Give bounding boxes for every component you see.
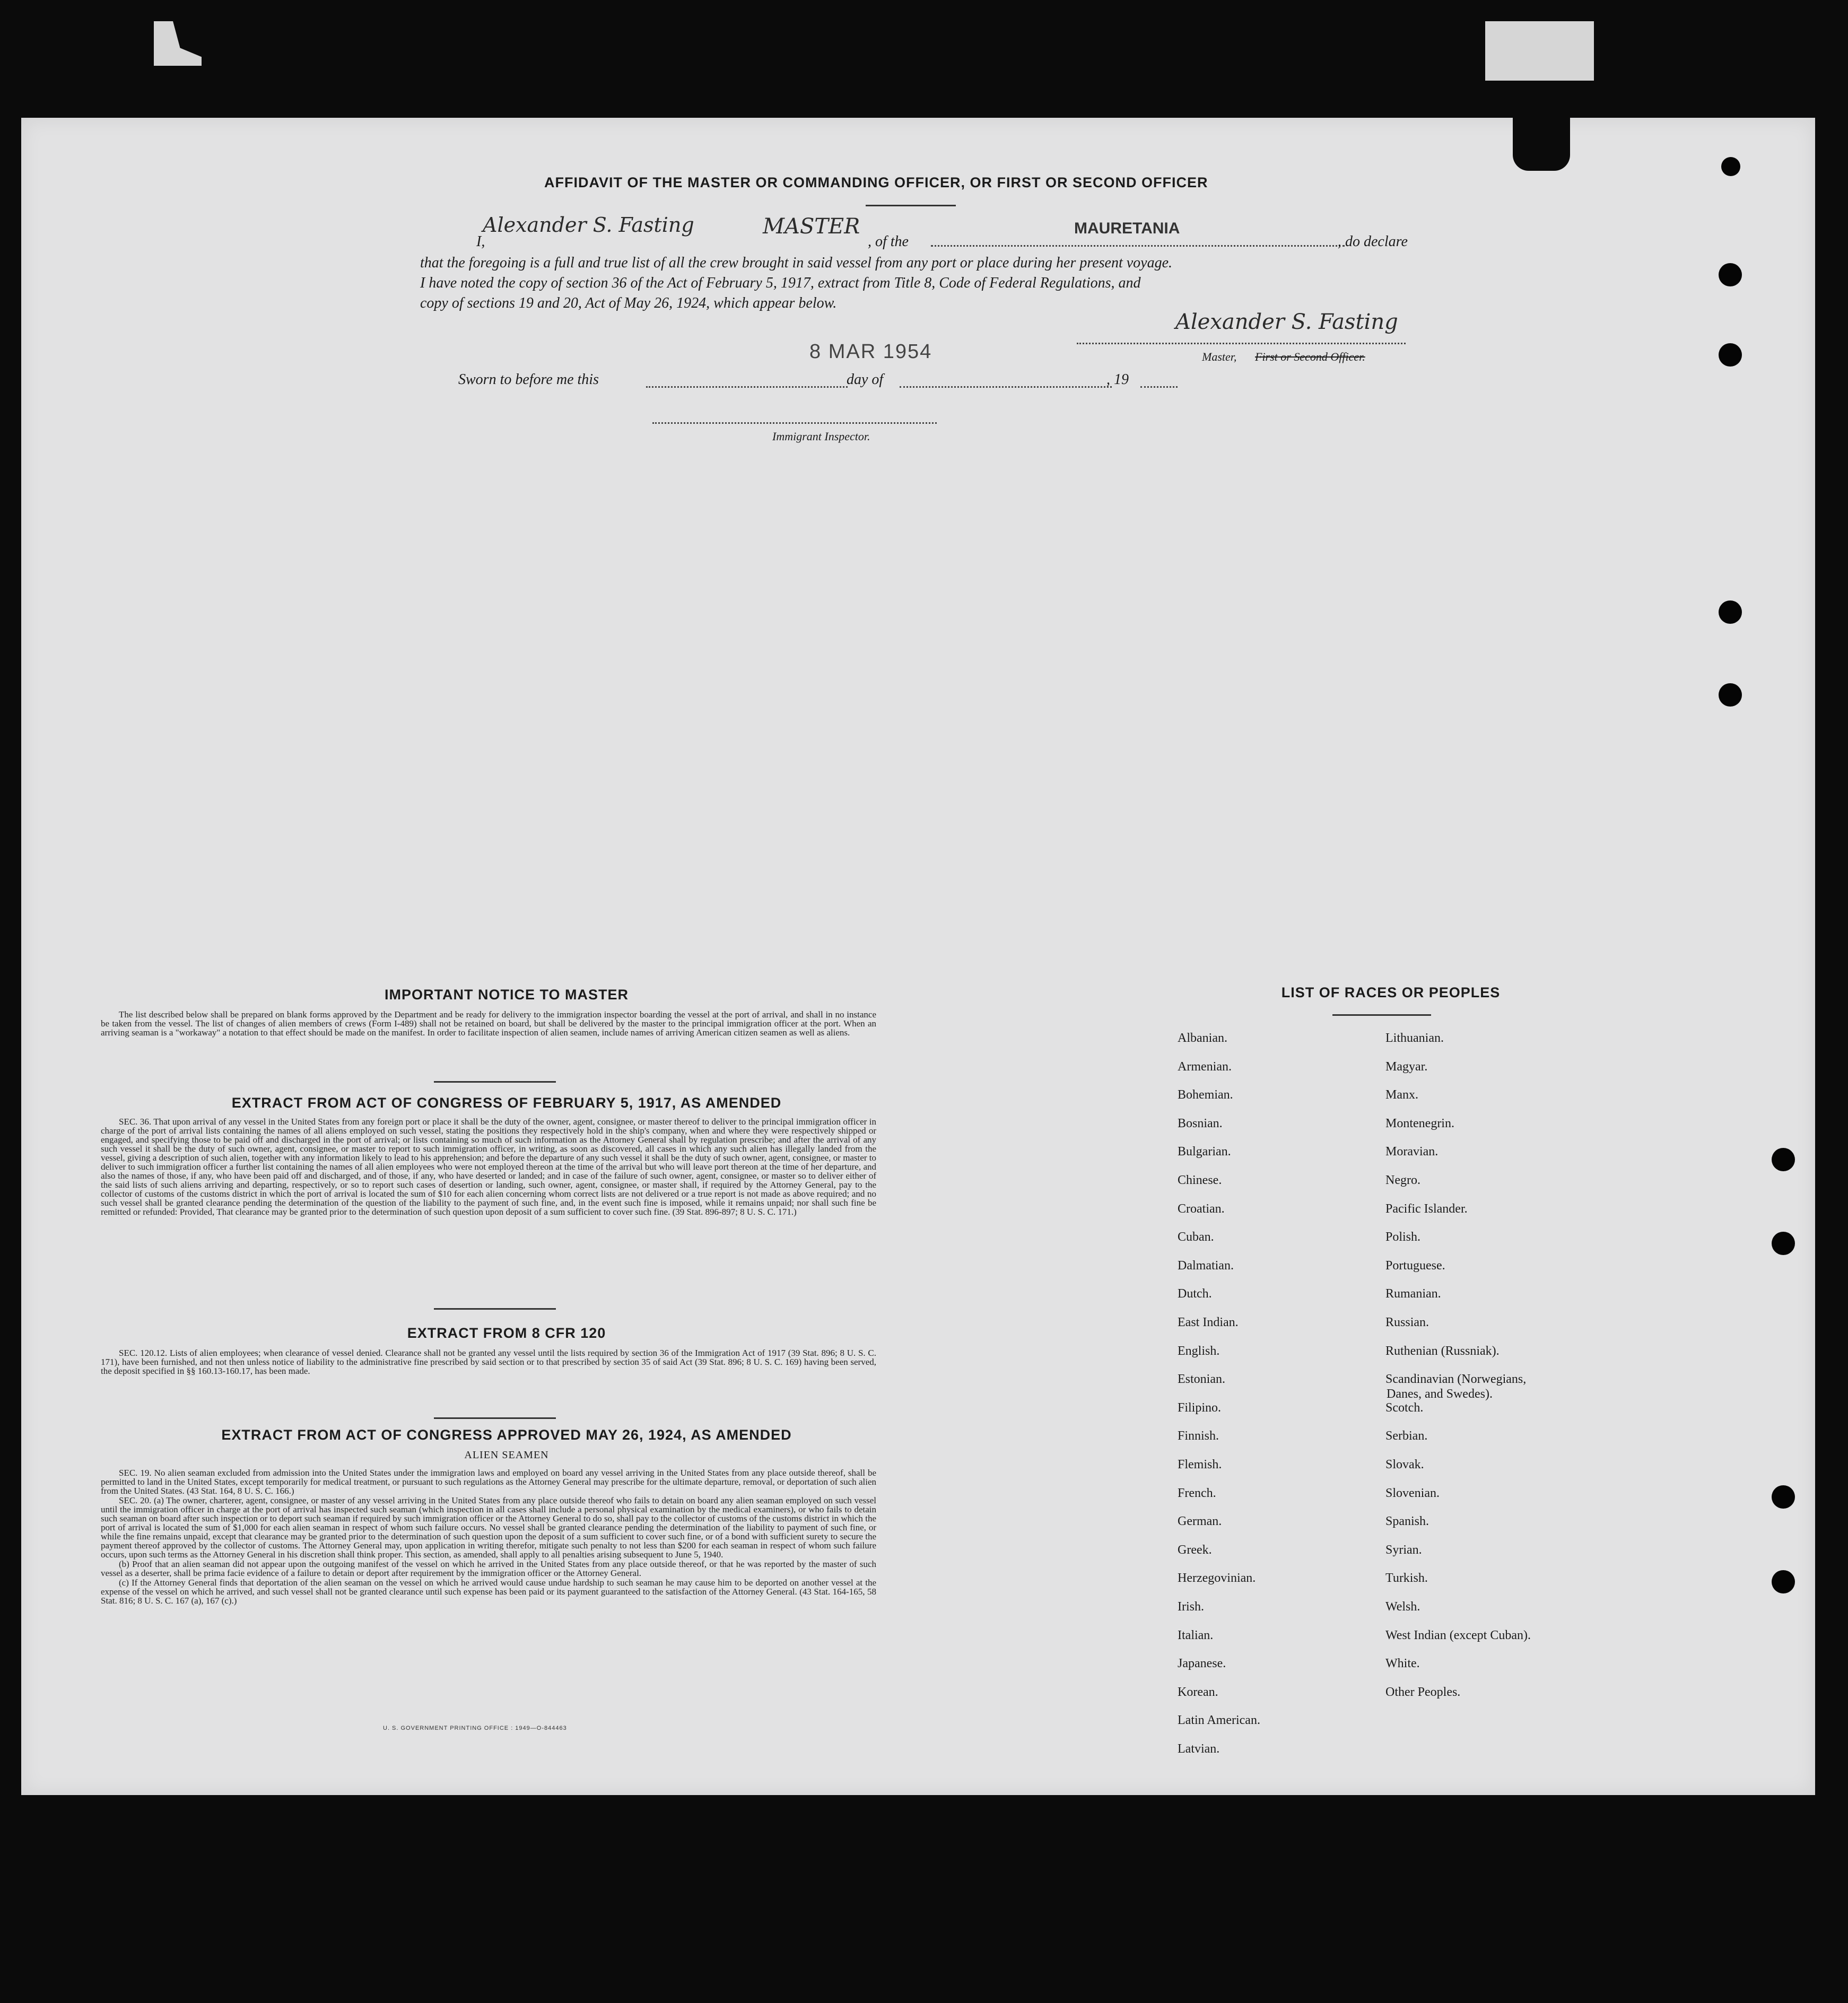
sworn-date-line (646, 386, 848, 388)
divider (434, 1308, 556, 1310)
date-stamp: 8 MAR 1954 (809, 341, 932, 363)
race-item: East Indian. (1178, 1316, 1239, 1329)
rank-field: MASTER (763, 214, 860, 239)
race-item: Irish. (1178, 1600, 1204, 1614)
race-item: Moravian. (1385, 1145, 1439, 1159)
race-item: Syrian. (1385, 1543, 1422, 1557)
sec-19-paragraph: SEC. 19. No alien seaman excluded from admission into the United States under the immigration laws and employed on board any vessel arriving in the United States from any place outside thereof, shall be permitted to land in the United States, except temporarily for medical treatment, or pursuant to such regulations as the Attorney General may prescribe for the ultimate departure, removal, or deportation of such alien from the United States. (43 Stat. 164, 8 U. S. C. 166.) (101, 1468, 876, 1496)
paper-scrap-right (1485, 21, 1594, 81)
sworn-label: Sworn to before me this (458, 371, 599, 388)
race-item: Japanese. (1178, 1657, 1226, 1671)
race-item: Estonian. (1178, 1372, 1225, 1387)
extract-1924-title: EXTRACT FROM ACT OF CONGRESS APPROVED MAY 26, 1924, AS AMENDED (221, 1427, 792, 1443)
race-item: Ruthenian (Russniak). (1385, 1344, 1500, 1358)
sec-120-12-paragraph: SEC. 120.12. Lists of alien employees; when clearance of vessel denied. Clearance shall not be granted any vessel until the lists required by section 36 of the Immigration Act of 1917 (39 Stat. 896; 8 U. S. C. 171), have been furnished, and not then unless notice of liability to the administrative fine prescribed by said section or to that prescribed by section 35 of said Act (39 Stat. 896; 8 U. S. C. 169) having been served, the deposit specified in §§ 160.13-160.17, has been made. (101, 1348, 876, 1376)
race-item: Latvian. (1178, 1742, 1220, 1756)
race-item: Pacific Islander. (1385, 1201, 1468, 1216)
race-item: Finnish. (1178, 1429, 1219, 1443)
cfr-title: EXTRACT FROM 8 CFR 120 (407, 1325, 606, 1341)
race-item: Dutch. (1178, 1287, 1212, 1301)
extract-1917-text (101, 1117, 876, 1217)
cfr-text (101, 1348, 876, 1376)
race-item: Spanish. (1385, 1514, 1429, 1529)
struck-officer-label: First or Second Officer. (1255, 350, 1365, 363)
inspector-label: Immigrant Inspector. (772, 430, 870, 443)
day-of-label: day of (847, 371, 884, 388)
race-item: Portuguese. (1385, 1258, 1445, 1273)
torn-notch (1513, 118, 1570, 171)
race-item: Serbian. (1385, 1429, 1428, 1443)
alien-seamen-subtitle: ALIEN SEAMEN (464, 1449, 549, 1461)
race-item: English. (1178, 1344, 1220, 1358)
sec-20b-paragraph: (b) Proof that an alien seaman did not appear upon the outgoing manifest of the vessel on which he arrived in the United States from any place outside thereof, or that he was reported by the master of such vessel as a deserter, shall be prima facie evidence of a failure to detain or deport after requirement by the immigration officer or the Attorney General. (101, 1559, 876, 1578)
punch-hole (1719, 600, 1742, 624)
race-item: Turkish. (1385, 1571, 1428, 1586)
sec-20c-paragraph: (c) If the Attorney General finds that deportation of the alien seaman on the vessel on which he arrived would cause undue hardship to such seaman he may cause him to be deported on another vessel at the expense of the vessel on which he arrived, and such vessel shall not be granted clearance until such expense has been paid or its payment guaranteed to the satisfaction of the Attorney General. (43 Stat. 164-165, 58 Stat. 816; 8 U. S. C. 167 (a), 167 (c).) (101, 1578, 876, 1606)
notice-paragraph: The list described below shall be prepared on blank forms approved by the Department and be ready for delivery to the immigration inspector boarding the vessel at the port of arrival, and shall in no instance be taken from the vessel. The list of changes of alien members of crews (Form I-489) shall not be retained on board, but shall be delivered by the master to the principal immigration officer at the port. When an arriving seaman is a "workaway" a notation to that effect should be made on the manifest. In order to facilitate inspection of alien seamen, include names of arriving American citizen seamen as well as aliens. (101, 1009, 876, 1038)
divider (434, 1417, 556, 1419)
race-item: Magyar. (1385, 1059, 1428, 1074)
affidavit-line-4: copy of sections 19 and 20, Act of May 26, 1924, which appear below. (420, 295, 837, 311)
race-item: Slovak. (1385, 1458, 1424, 1471)
extract-1917-title: EXTRACT FROM ACT OF CONGRESS OF FEBRUARY 5, 1917, AS AMENDED (231, 1095, 782, 1111)
rank-underline (866, 205, 956, 206)
punch-hole (1772, 1148, 1795, 1171)
affidavit-line-3: I have noted the copy of section 36 of the Act of February 5, 1917, extract from Title 8, Code of Federal Regulations, and (420, 275, 1141, 291)
race-item: Korean. (1178, 1685, 1218, 1699)
i-prefix: I, (476, 233, 485, 250)
punch-hole (1719, 263, 1742, 286)
race-item: Scandinavian (Norwegians, (1385, 1372, 1527, 1387)
race-item: Montenegrin. (1385, 1116, 1454, 1130)
punch-hole (1719, 683, 1742, 707)
race-item: German. (1178, 1514, 1222, 1529)
affidavit-title: AFFIDAVIT OF THE MASTER OR COMMANDING OFFICER, OR FIRST OR SECOND OFFICER (544, 175, 1208, 190)
race-item: Bulgarian. (1178, 1145, 1231, 1159)
month-line (900, 386, 1112, 388)
inspector-line (652, 422, 937, 424)
race-item: Scotch. (1385, 1400, 1424, 1415)
punch-hole (1772, 1232, 1795, 1255)
affidavit-line-2: that the foregoing is a full and true list of all the crew brought in said vessel from any port or place during her present voyage. (420, 255, 1173, 271)
race-item: Latin American. (1178, 1713, 1260, 1728)
notice-text (101, 1010, 876, 1038)
notice-title: IMPORTANT NOTICE TO MASTER (385, 987, 629, 1003)
race-item: Bosnian. (1178, 1116, 1223, 1130)
sec-20a-paragraph: SEC. 20. (a) The owner, charterer, agent, consignee, or master of any vessel arriving in the United States from any place outside thereof who fails to detain on board any alien seaman employed on such vessel until the immigration officer in charge at the port of arrival has inspected such seaman (which inspection in all cases shall include a personal physical examination by the medical examiners), or who fails to detain such seaman on board after such inspection or to deport such seaman if required by such immigration officer or the Attorney General to do so, shall pay to the collector of customs of the customs district in which the port of arrival is located the sum of $1,000 for each alien seaman in respect of whom such failure occurs. No vessel shall be granted clearance pending the determination of the liability to payment of such fine, or while the fine remains unpaid, except that clearance may be granted prior to the determination of such question upon the deposit of a sum sufficient to cover such fine, or of a bond with sufficient surety to secure the payment thereof approved by the collector of customs. The Attorney General may, upon application in writing therefor, mitigate such penalty to not less than $200 for each seaman in respect of whom such failure occurs, upon such terms as the Attorney General in his discretion shall think proper. This section, as amended, shall apply to all penalties arising subsequent to June 5, 1940. (101, 1495, 876, 1560)
race-item: French. (1178, 1486, 1216, 1500)
signatory-name: Alexander S. Fasting (483, 213, 694, 237)
race-item: Italian. (1178, 1628, 1214, 1642)
race-item: West Indian (except Cuban). (1385, 1628, 1531, 1642)
sec-36-paragraph: SEC. 36. That upon arrival of any vessel in the United States from any foreign port or place it shall be the duty of the owner, agent, consignee, or master thereof to deliver to the principal immigration officer in charge of the port of arrival lists containing the names of all aliens employed on such vessel, stating the positions they respectively hold in the ship's company, when and where they were respectively shipped or engaged, and specifying those to be paid off and discharged in the port of arrival; or lists containing so much of such information as the Attorney General shall by regulation prescribe; and after the arrival of any such vessel it shall be the duty of such owner, agent, consignee, or master to report to such immigration officer, in writing, as soon as discovered, all cases in which any such alien has illegally landed from the vessel, giving a description of such alien, together with any information likely to lead to his apprehension; and before the departure of any such vessel it shall be the duty of such owner, agent, consignee, or master to deliver to such immigration officer a further list containing the names of all alien employees who were not employed thereon at the time of the arrival but who will leave port thereon at the time of her departure, and also the names of those, if any, who have been paid off and discharged, and of those, if any, who have deserted or landed; and in case of the failure of such owner, agent, consignee, or master so to deliver either of the said lists of such aliens arriving and departing, respectively, or so to report such cases of desertion or landing, such owner, agent, consignee, or master shall, if required by the Attorney General, pay to the collector of customs of the customs district in which the port of arrival is located the sum of $10 for each alien concerning whom correct lists are not delivered or a true report is not made as above required; and no such vessel shall be granted clearance pending the determination of the question of the liability to the payment of such fine, and, in the event such fine is imposed, while it remains unpaid; nor shall such fine be remitted or refunded: Provided, That clearance may be granted prior to the determination of such question upon deposit of a sum sufficient to cover such fine. (39 Stat. 896-897; 8 U. S. C. 171.) (101, 1117, 876, 1217)
race-item: Chinese. (1178, 1173, 1222, 1187)
race-item: Albanian. (1178, 1031, 1227, 1045)
race-item: Welsh. (1385, 1600, 1420, 1614)
races-title: LIST OF RACES OR PEOPLES (1281, 985, 1501, 1000)
document-page (21, 118, 1815, 1795)
punch-hole (1772, 1570, 1795, 1593)
race-item: Herzegovinian. (1178, 1571, 1256, 1586)
race-item: Filipino. (1178, 1400, 1222, 1415)
race-item: Flemish. (1178, 1458, 1222, 1471)
race-item: Bohemian. (1178, 1088, 1233, 1102)
race-item: Rumanian. (1385, 1287, 1441, 1301)
master-label: Master, (1202, 350, 1237, 363)
punch-hole (1719, 343, 1742, 367)
punch-hole (1772, 1485, 1795, 1509)
signature-line (1077, 343, 1406, 344)
master-signature: Alexander S. Fasting (1175, 310, 1398, 334)
of-the-label: , of the (868, 233, 909, 250)
year-line (1140, 386, 1178, 388)
do-declare-label: , do declare (1338, 233, 1408, 250)
extract-1924-text (101, 1468, 876, 1606)
printer-line: U. S. GOVERNMENT PRINTING OFFICE : 1949—O-844463 (383, 1725, 567, 1731)
race-item: Russian. (1385, 1316, 1429, 1329)
race-item: White. (1385, 1657, 1420, 1671)
race-item: Lithuanian. (1385, 1031, 1444, 1045)
race-item: Dalmatian. (1178, 1258, 1234, 1273)
race-item: Polish. (1385, 1230, 1421, 1244)
punch-hole (1721, 157, 1740, 176)
vessel-name: MAURETANIA (1074, 220, 1180, 237)
race-item: Other Peoples. (1385, 1685, 1461, 1699)
vessel-line (931, 245, 1345, 247)
race-item: Croatian. (1178, 1201, 1225, 1216)
divider (1332, 1014, 1431, 1016)
race-item: Armenian. (1178, 1059, 1232, 1074)
year-label: , 19 (1106, 371, 1129, 388)
race-item: Slovenian. (1385, 1486, 1440, 1500)
race-item: Greek. (1178, 1543, 1212, 1557)
paper-scrap-left (154, 21, 202, 66)
race-item: Danes, and Swedes). (1387, 1387, 1493, 1401)
race-item: Cuban. (1178, 1230, 1214, 1244)
race-item: Negro. (1385, 1173, 1420, 1187)
race-item: Manx. (1385, 1088, 1418, 1102)
divider (434, 1081, 556, 1083)
